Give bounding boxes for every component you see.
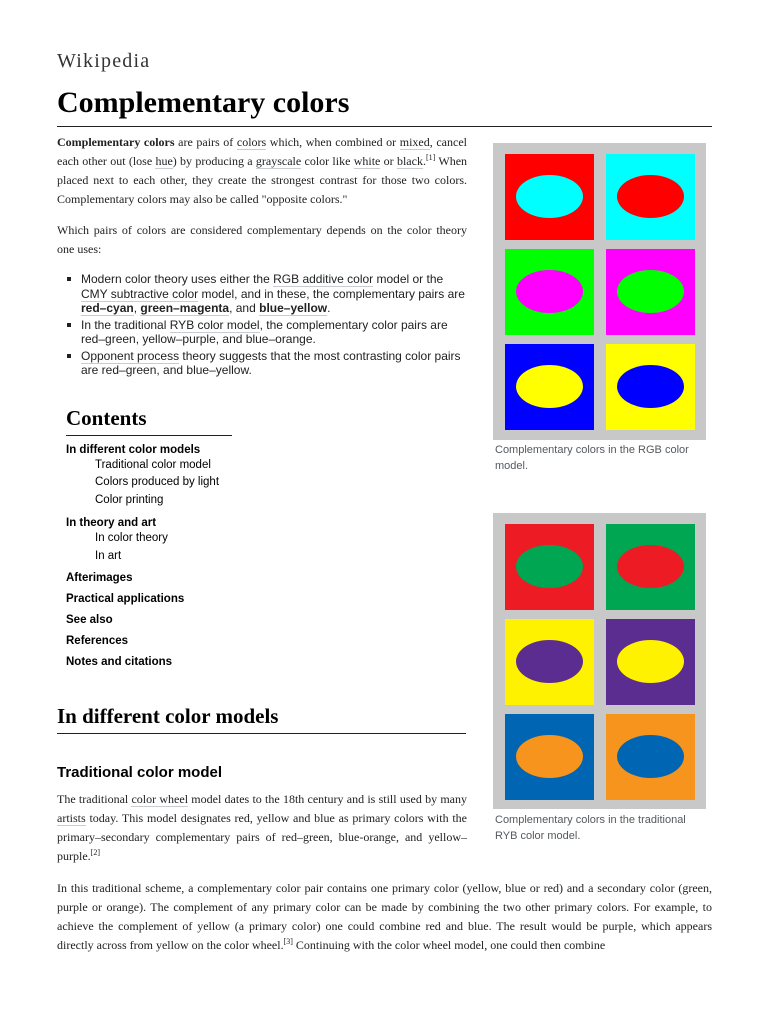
link-artists[interactable]: artists bbox=[57, 811, 86, 825]
rgb-complementary-figure[interactable] bbox=[493, 143, 706, 440]
color-ellipse bbox=[617, 640, 684, 683]
link-colors[interactable]: colors bbox=[236, 135, 267, 149]
link-ryb-color-model[interactable]: RYB color model bbox=[169, 317, 260, 332]
toc-item-see-also[interactable]: See also bbox=[66, 614, 113, 626]
paragraph-text: In this traditional scheme, a complementary color pair contains one primary color (yellow, blue or red) and a secondary color (green, purple or orange). The complement of any primary color can be made by combining the two other primary colors. For example, to achieve the complement of yellow (a primary color) one could combine red and blue. The result would be purple, which appears directly across from yellow on the color wheel. bbox=[57, 881, 712, 952]
list-text: . bbox=[327, 301, 331, 315]
intro-text: which, when combined or bbox=[266, 135, 400, 149]
ryb-complementary-figure[interactable] bbox=[493, 513, 706, 809]
color-square bbox=[606, 249, 695, 335]
link-blue-yellow[interactable]: blue–yellow bbox=[259, 301, 328, 315]
color-ellipse bbox=[516, 365, 583, 408]
color-ellipse bbox=[516, 270, 583, 313]
link-black[interactable]: black bbox=[396, 154, 423, 168]
toc-item-references[interactable]: References bbox=[66, 635, 129, 647]
link-green-magenta[interactable]: green–magenta bbox=[140, 301, 230, 315]
citation-1[interactable]: [1] bbox=[425, 153, 436, 162]
page-title: Complementary colors bbox=[57, 86, 350, 119]
list-text: Modern color theory uses either the bbox=[81, 272, 274, 286]
toc-item-color-printing[interactable]: Color printing bbox=[95, 494, 164, 506]
lead-term: Complementary colors bbox=[57, 135, 175, 149]
toc-item-in-theory-and-art[interactable]: In theory and art bbox=[66, 517, 157, 529]
color-ellipse bbox=[617, 545, 684, 588]
list-text: , bbox=[133, 301, 141, 315]
color-square bbox=[505, 249, 594, 335]
citation-2[interactable]: [2] bbox=[90, 848, 100, 857]
link-opponent-process[interactable]: Opponent process bbox=[81, 348, 180, 363]
color-square bbox=[505, 714, 594, 800]
link-cmy-subtractive[interactable]: CMY subtractive color bbox=[81, 286, 199, 301]
color-ellipse bbox=[516, 175, 583, 218]
color-square bbox=[505, 524, 594, 610]
toc-item-colors-produced-by-light[interactable]: Colors produced by light bbox=[95, 476, 220, 488]
traditional-model-paragraph bbox=[57, 790, 467, 866]
color-ellipse bbox=[516, 545, 583, 588]
contents-divider bbox=[66, 435, 232, 436]
color-ellipse bbox=[516, 640, 583, 683]
list-text: theory suggests that the most contrasting color pairs are red–green, and blue–yellow. bbox=[81, 348, 461, 377]
toc-item-in-art[interactable]: In art bbox=[95, 550, 122, 562]
list-text: , and bbox=[229, 301, 260, 315]
theory-list bbox=[65, 272, 465, 380]
color-square bbox=[606, 344, 695, 430]
list-text: , the complementary color pairs are red–green, yellow–purple, and blue–orange. bbox=[81, 317, 448, 346]
intro-text: are pairs of bbox=[174, 135, 237, 149]
color-ellipse bbox=[617, 365, 684, 408]
link-white[interactable]: white bbox=[353, 154, 381, 168]
list-text: model or the bbox=[373, 272, 444, 286]
link-red-cyan[interactable]: red–cyan bbox=[81, 301, 134, 315]
rgb-figure-caption: Complementary colors in the RGB color model. bbox=[495, 444, 689, 472]
paragraph-text: model dates to the 18th century and is still used by many bbox=[188, 792, 467, 806]
intro-text: , cancel each other out (lose bbox=[57, 135, 467, 168]
toc-item-in-color-theory[interactable]: In color theory bbox=[95, 532, 168, 544]
color-square bbox=[606, 524, 695, 610]
color-ellipse bbox=[617, 270, 684, 313]
color-square bbox=[606, 714, 695, 800]
ryb-figure-caption: Complementary colors in the traditional RYB color model. bbox=[495, 814, 686, 842]
traditional-scheme-paragraph bbox=[57, 879, 712, 955]
intro-text: color like bbox=[301, 154, 354, 168]
list-text: model, and in these, the complementary pairs are bbox=[198, 286, 465, 301]
theory-paragraph: Which pairs of colors are considered complementary depends on the color theory one uses: bbox=[57, 223, 467, 256]
link-mixed[interactable]: mixed bbox=[399, 135, 430, 149]
link-grayscale[interactable]: grayscale bbox=[255, 154, 302, 168]
link-rgb-additive[interactable]: RGB additive color bbox=[273, 272, 374, 286]
color-square bbox=[505, 344, 594, 430]
contents-title: Contents bbox=[66, 406, 147, 430]
list-item bbox=[65, 318, 465, 347]
intro-text: ) by producing a bbox=[172, 154, 256, 168]
color-ellipse bbox=[617, 175, 684, 218]
section-heading: In different color models bbox=[57, 704, 279, 728]
title-divider bbox=[57, 126, 712, 127]
section-divider bbox=[57, 733, 466, 734]
list-item bbox=[65, 272, 465, 316]
wikipedia-logo[interactable]: Wikipedia bbox=[57, 50, 151, 72]
toc-item-traditional-color-model[interactable]: Traditional color model bbox=[95, 459, 211, 471]
intro-text: When placed next to each other, they create the strongest contrast for those two colors. Complementary colors may also be called "opposite colors." bbox=[57, 154, 468, 206]
intro-text: . bbox=[422, 154, 426, 168]
paragraph-text: The traditional bbox=[57, 792, 132, 806]
intro-paragraph bbox=[57, 133, 467, 209]
color-ellipse bbox=[617, 735, 684, 778]
toc-item-practical-applications[interactable]: Practical applications bbox=[66, 593, 185, 605]
color-square bbox=[606, 154, 695, 240]
toc-item-afterimages[interactable]: Afterimages bbox=[66, 572, 133, 584]
subsection-heading: Traditional color model bbox=[57, 764, 223, 781]
paragraph-text: Continuing with the color wheel model, one could then combine bbox=[292, 938, 606, 952]
list-item bbox=[65, 349, 465, 378]
color-square bbox=[505, 619, 594, 705]
color-square bbox=[505, 154, 594, 240]
list-text: In the traditional bbox=[81, 317, 170, 332]
link-hue[interactable]: hue bbox=[155, 154, 173, 168]
link-color-wheel[interactable]: color wheel bbox=[131, 792, 189, 806]
color-ellipse bbox=[516, 735, 583, 778]
color-square bbox=[606, 619, 695, 705]
intro-text: or bbox=[380, 154, 397, 168]
toc-item-in-different-color-models[interactable]: In different color models bbox=[66, 444, 201, 456]
toc-item-notes-and-citations[interactable]: Notes and citations bbox=[66, 656, 173, 668]
citation-3[interactable]: [3] bbox=[283, 937, 293, 946]
paragraph-text: today. This model designates red, yellow and blue as primary colors with the primary–secondary complementary pairs of red–green, blue-orange, and yellow–purple. bbox=[57, 811, 467, 863]
